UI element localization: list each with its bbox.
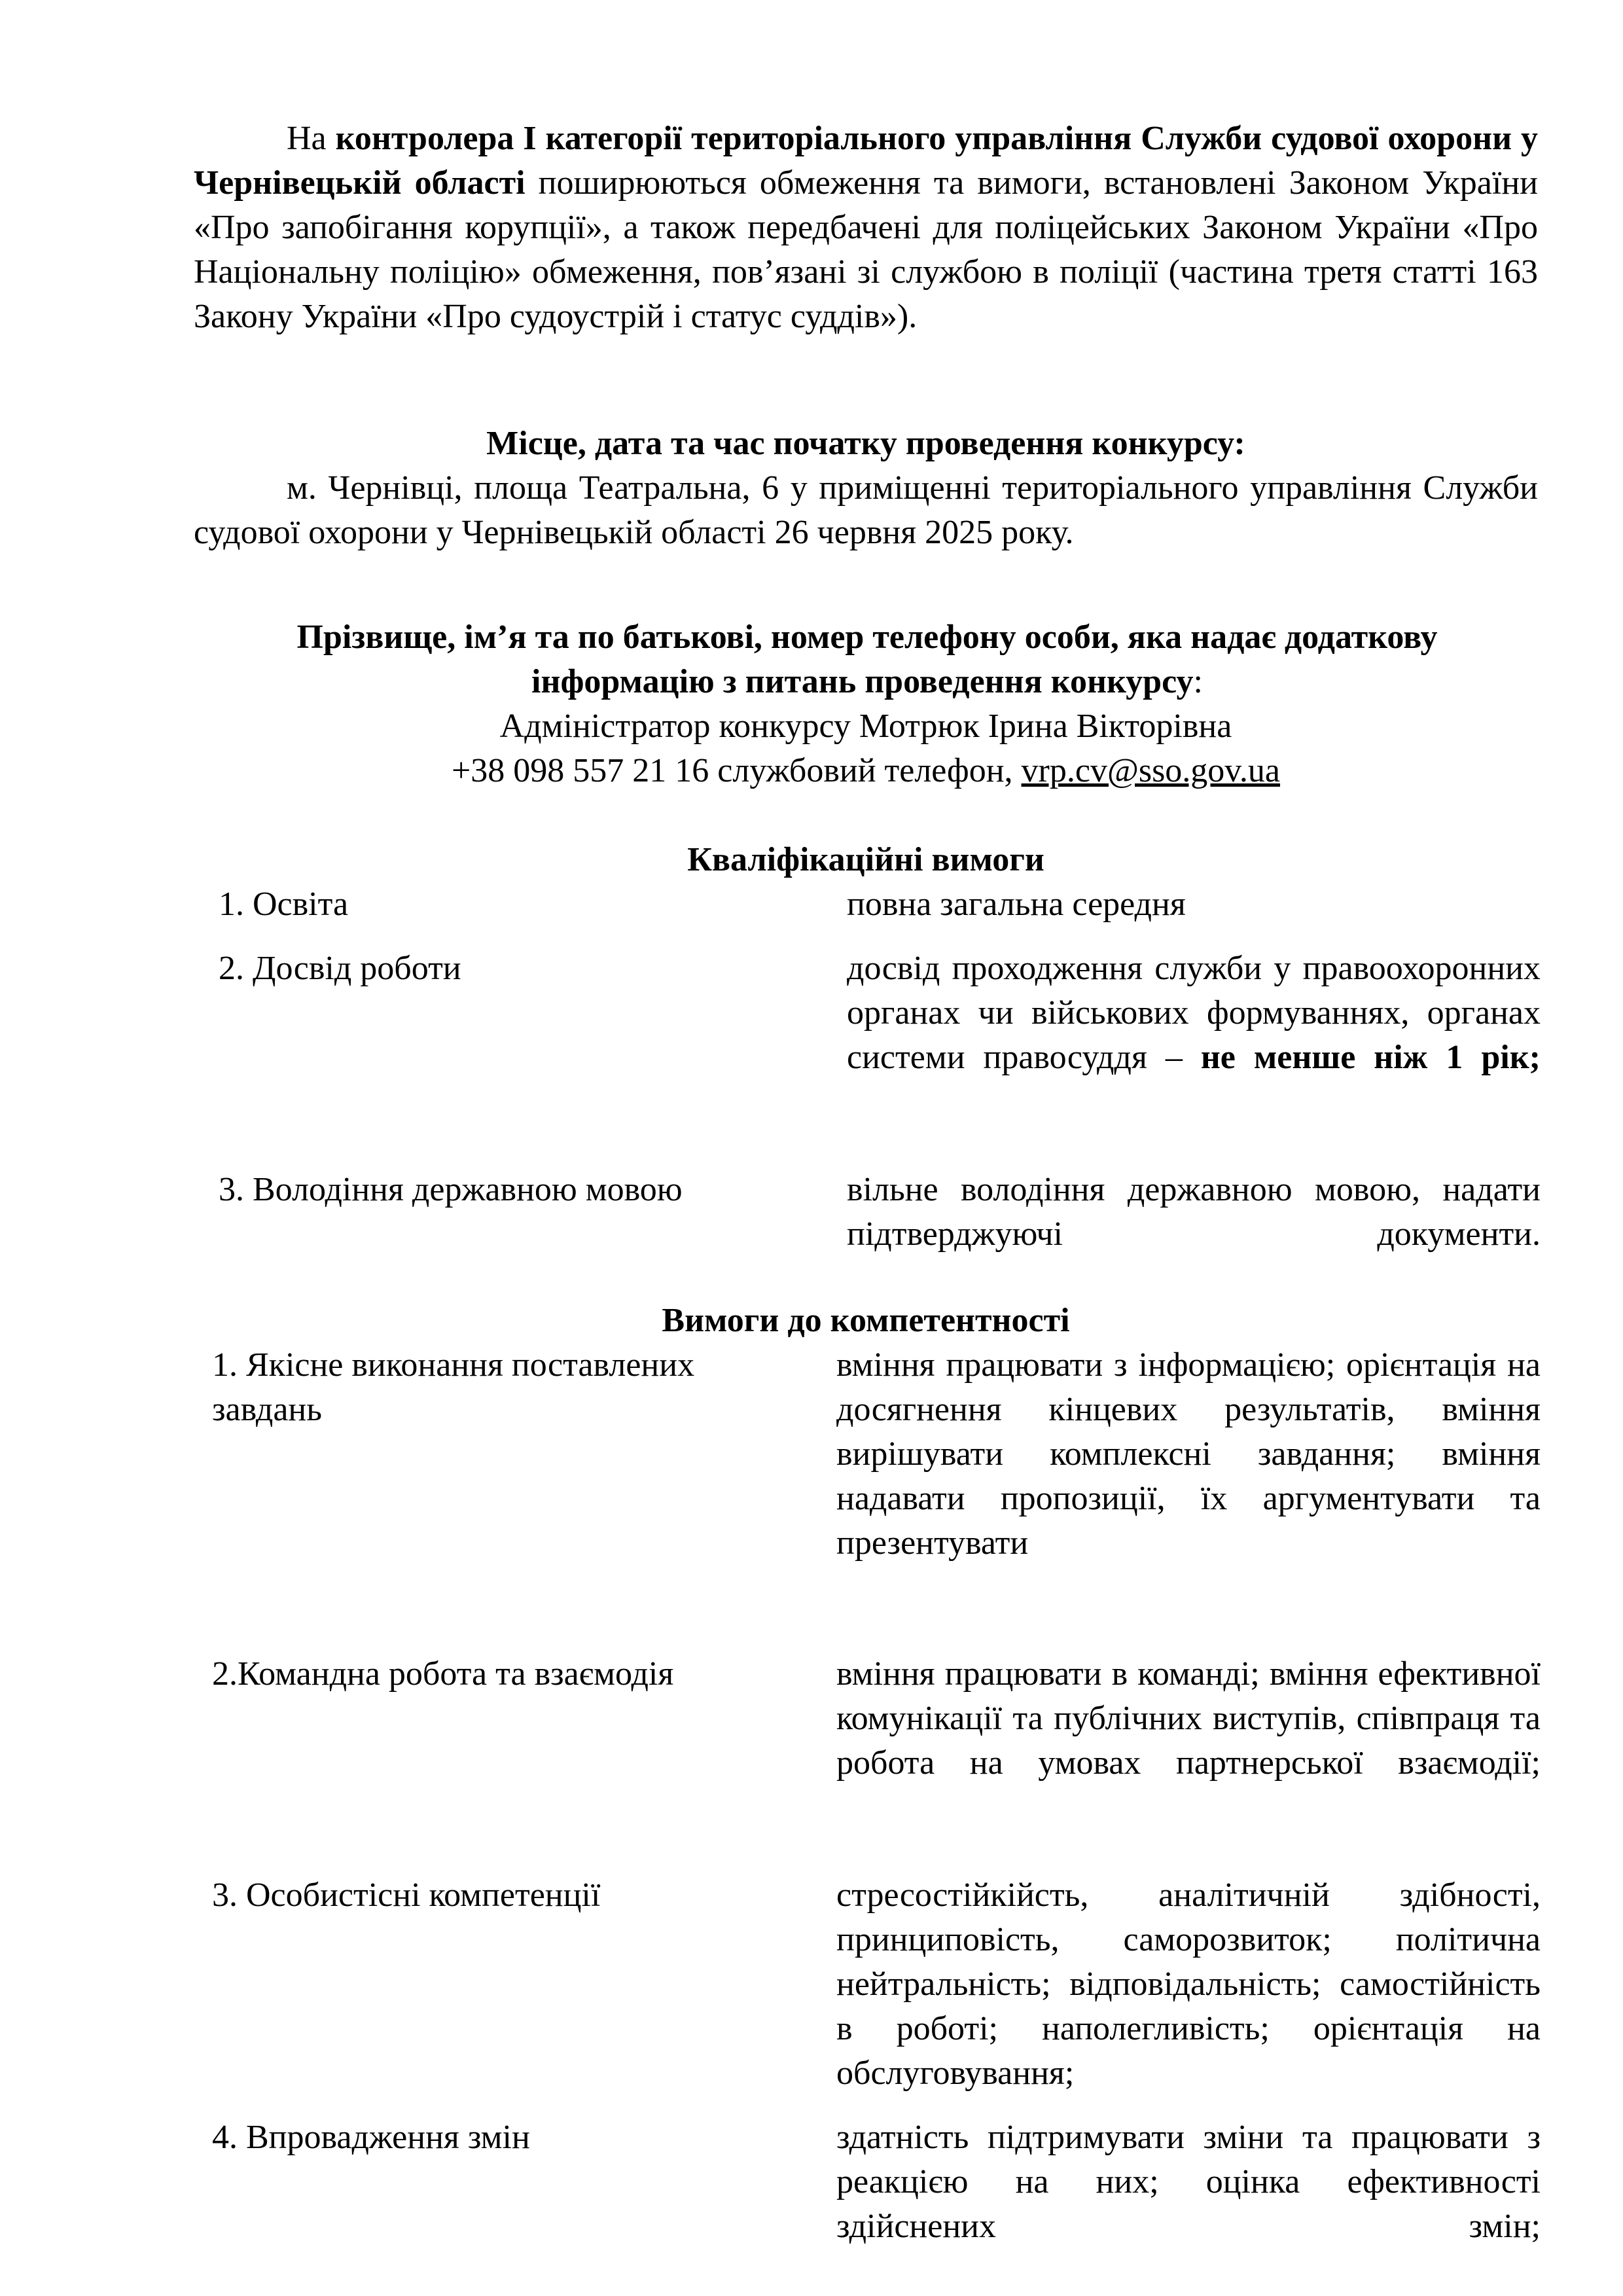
qualification-label-language: 3. Володіння державною мовою: [219, 1171, 683, 1208]
qualification-value-language: вільне володіння державною мовою, надати підтверджуючі документи.: [847, 1171, 1541, 1253]
intro-position-bold: контролера І категорії територіального управління Служби судової охорони у Чернівецькій області: [194, 120, 1538, 202]
qualification-label-experience: 2. Досвід роботи: [219, 950, 461, 987]
qualification-heading: Кваліфікаційні вимоги: [687, 841, 1044, 878]
competence-label-changes: 4. Впровадження змін: [212, 2119, 530, 2156]
competence-value-tasks: вміння працювати з інформацією; орієнтація на досягнення кінцевих результатів, вміння вирішувати комплексні завдання; вміння надавати пропозиції, їх аргументувати та презентувати: [836, 1346, 1541, 1562]
competence-label-personal: 3. Особистісні компетенції: [212, 1876, 601, 1914]
experience-bold: не менше ніж 1 рік;: [1200, 1039, 1541, 1076]
qualification-value-education: повна загальна середня: [847, 886, 1186, 923]
competence-value-changes: здатність підтримувати зміни та працювати з реакцією на них; оцінка ефективності здійснених змін;: [836, 2119, 1541, 2245]
experience-text: досвід проходження служби у правоохоронних органах чи військових формуваннях, органах системи правосуддя –: [847, 950, 1541, 1076]
competence-value-personal: стресостійкійсть, аналітичній здібності, принциповість, саморозвиток; політична нейтральність; відповідальність; самостійність в роботі; наполегливість; орієнтація на обслуговування;: [836, 1876, 1541, 2092]
contact-heading-bold: Прізвище, ім’я та по батькові, номер телефону особи, яка надає додаткову інформацію з питань проведення конкурсу: [296, 619, 1438, 700]
intro-start: На: [287, 120, 336, 157]
contact-phone-line: [194, 749, 1538, 793]
intro-paragraph: [194, 117, 1538, 339]
competence-value-teamwork: вміння працювати в команді; вміння ефективної комунікації та публічних виступів, співпраця та робота на умовах партнерської взаємодії;: [836, 1655, 1541, 1782]
contact-email-link[interactable]: vrp.cv@sso.gov.ua: [1021, 752, 1281, 789]
place-heading: Місце, дата та час початку проведення конкурсу:: [486, 425, 1245, 462]
competence-heading: Вимоги до компетентності: [662, 1302, 1070, 1339]
contact-phone: +38 098 557 21 16 службовий телефон,: [451, 752, 1022, 789]
competence-label-teamwork: 2.Командна робота та взаємодія: [212, 1655, 674, 1693]
contact-heading: [216, 615, 1518, 704]
contact-heading-colon: :: [1193, 663, 1203, 700]
place-text: м. Чернівці, площа Театральна, 6 у приміщенні територіального управління Служби судової охорони у Чернівецькій області 26 червня 2025 року.: [194, 469, 1538, 551]
contact-admin: Адміністратор конкурсу Мотрюк Ірина Вікторівна: [499, 708, 1232, 745]
qualification-label-education: 1. Освіта: [219, 886, 349, 923]
competence-label-tasks: 1. Якісне виконання поставлених завдань: [212, 1346, 695, 1428]
qualification-value-experience: [847, 946, 1541, 1080]
intro-rest: поширюються обмеження та вимоги, встановлені Законом України «Про запобігання корупції», а також передбачені для поліцейських Законом України «Про Національну поліцію» обмеження, пов’язані зі службою в поліції (частина третя статті 163 Закону України «Про судоустрій і статус суддів»).: [194, 164, 1538, 335]
